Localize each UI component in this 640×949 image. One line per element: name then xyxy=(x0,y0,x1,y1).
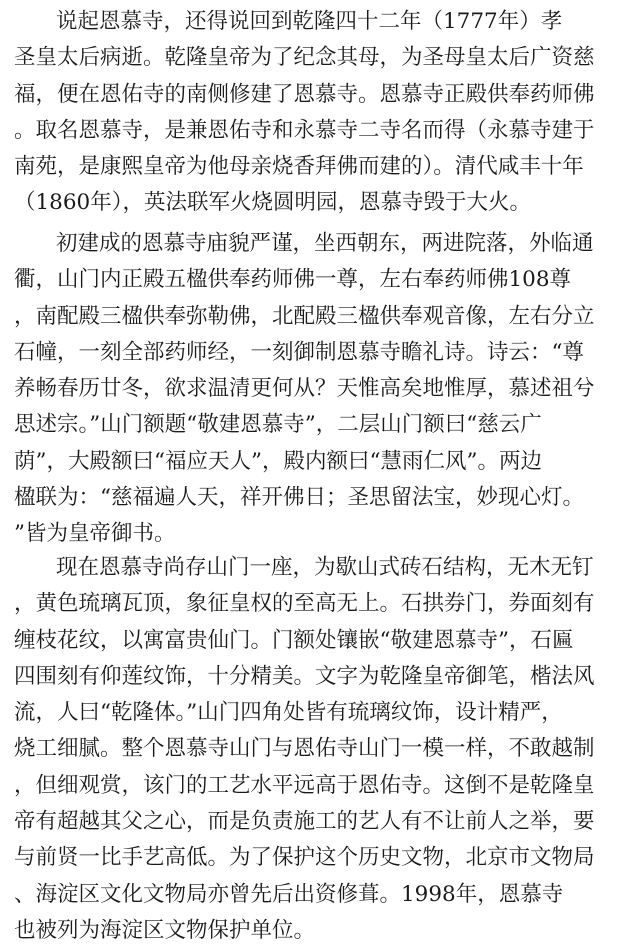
text-line: 。取名恩慕寺，是兼恩佑寺和永慕寺二寺名而得（永慕寺建于 xyxy=(14,117,595,143)
text-line: 楹联为：“慈福遍人天，祥开佛日；圣思留法宝，妙现心灯。 xyxy=(14,485,584,511)
text-line: 缠枝花纹，以寓富贵仙门。门额处镶嵌“敬建恩慕寺”，石匾 xyxy=(14,627,574,653)
text-line: 、海淀区文化文物局亦曾先后出资修葺。1998年，恩慕寺 xyxy=(14,881,564,907)
text-line: 衢，山门内正殿五楹供奉药师佛一尊，左右奉药师佛108尊 xyxy=(14,267,572,293)
text-line: 南苑，是康熙皇帝为他母亲烧香拜佛而建的）。清代咸丰十年 xyxy=(14,154,584,180)
text-line: （1860年），英法联军火烧圆明园，恩慕寺毁于大火。 xyxy=(14,190,531,216)
paragraph-surviving-gate-and-preservation xyxy=(14,550,634,949)
text-line: 帝有超越其父之心，而是负责施工的艺人有不让前人之举，要 xyxy=(14,809,595,835)
text-line: 与前贤一比手艺高低。为了保护这个历史文物，北京市文物局 xyxy=(14,845,595,871)
text-line: ，南配殿三楹供奉弥勒佛，北配殿三楹供奉观音像，左右分立 xyxy=(14,303,595,329)
text-line: ”皆为皇帝御书。 xyxy=(14,521,176,547)
text-line: 石幢，一刻全部药师经，一刻御制恩慕寺瞻礼诗。诗云：“尊 xyxy=(14,339,584,365)
text-line: 福，便在恩佑寺的南侧修建了恩慕寺。恩慕寺正殿供奉药师佛 xyxy=(14,81,595,107)
text-line: 初建成的恩慕寺庙貌严谨，坐西朝东，两进院落，外临通 xyxy=(56,231,594,256)
paragraph-temple-layout-and-inscriptions xyxy=(14,226,634,553)
text-line: 也被列为海淀区文物保护单位。 xyxy=(14,917,316,943)
text-line: 思述宗。”山门额题“敬建恩慕寺”，二层山门额曰“慈云广 xyxy=(14,412,542,438)
text-line: 流，人曰“乾隆体。”山门四角处皆有琉璃纹饰，设计精严， xyxy=(14,700,563,726)
text-line: 养畅春历廿冬，欲求温清更何从？天惟高矣地惟厚，慕述祖兮 xyxy=(14,376,595,402)
text-line: 现在恩慕寺尚存山门一座，为歇山式砖石结构，无木无钉 xyxy=(56,555,594,580)
text-line: ，黄色琉璃瓦顶，象征皇权的至高无上。石拱券门，券面刻有 xyxy=(14,591,595,617)
text-line: 圣皇太后病逝。乾隆皇帝为了纪念其母，为圣母皇太后广资慈 xyxy=(14,45,595,71)
text-line: ，但细观赏，该门的工艺水平远高于恩佑寺。这倒不是乾隆皇 xyxy=(14,772,595,798)
text-line: 说起恩慕寺，还得说回到乾隆四十二年（1777年）孝 xyxy=(56,9,563,34)
text-line: 四围刻有仰莲纹饰，十分精美。文字为乾隆皇帝御笔，楷法风 xyxy=(14,663,595,689)
text-line: 荫”，大殿额曰“福应天人”，殿内额曰“慧雨仁风”。两边 xyxy=(14,448,542,474)
text-line: 烧工细腻。整个恩慕寺山门与恩佑寺山门一模一样，不敢越制 xyxy=(14,736,595,762)
paragraph-enmu-temple-origin xyxy=(14,4,634,222)
